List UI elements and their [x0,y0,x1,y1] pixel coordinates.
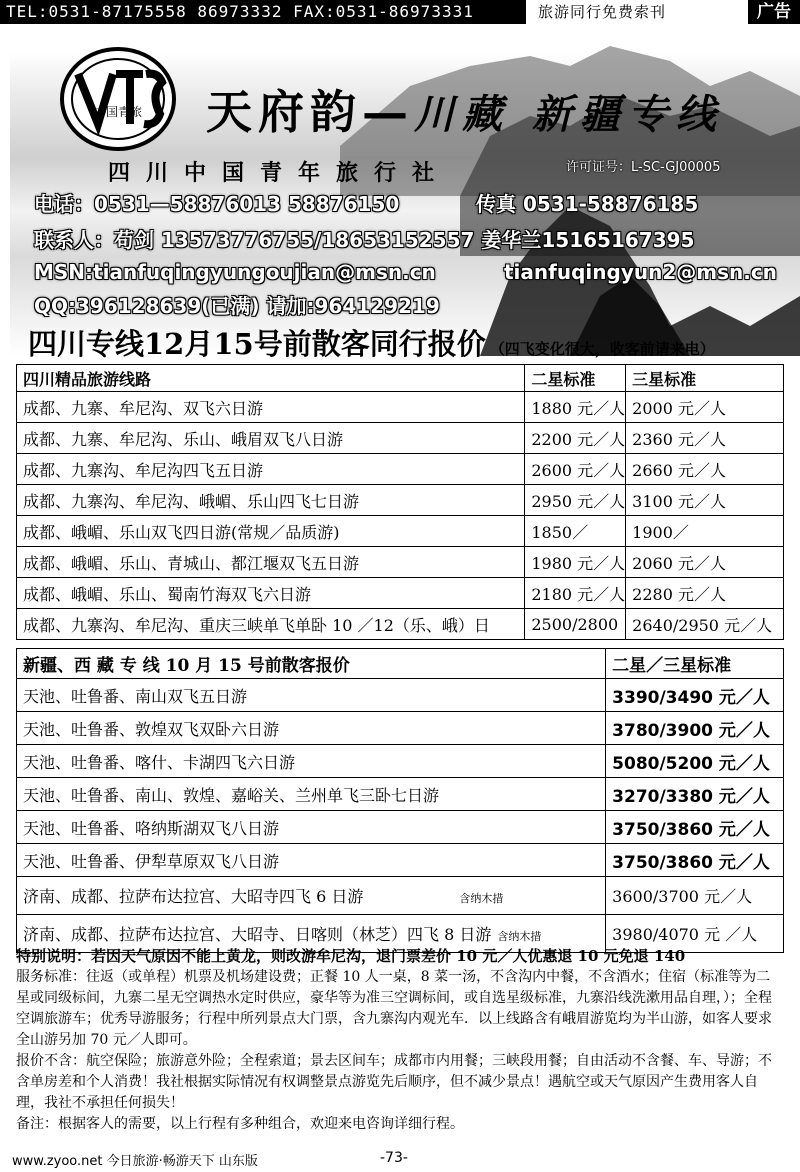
price-cell: 2950 元／人 [525,485,626,516]
price-cell: 2360 元／人 [626,423,784,454]
price-cell: 2500/2800 [525,609,626,640]
brand-title [206,76,724,142]
msn-line-2: tianfuqingyun2@msn.cn [504,260,777,284]
route-cell: 成都、九寨、牟尼沟、乐山、峨眉双飞八日游 [17,423,525,454]
price-cell: 3780/3900 元／人 [606,712,784,745]
route-text: 天池、吐鲁番、南山、敦煌、嘉峪关、兰州单飞三卧七日游 [23,785,440,805]
price-cell: 3600/3700 元／人 [606,877,784,915]
price-cell: 3980/4070 元 ／人 [606,915,784,953]
price-cell: 1880 元／人 [525,392,626,423]
ccyts-logo [58,44,178,154]
msn-line-1: MSN:tianfuqingyungoujian@msn.cn [34,260,436,284]
price-cell: 3750/3860 元／人 [606,811,784,844]
contact-line: 联系人：苟剑 13573776755/18653152557 姜华兰15165167395 [34,228,695,252]
ad-badge: 广告 [748,0,800,24]
price-cell: 1980 元／人 [525,547,626,578]
price-cell: 2000 元／人 [626,392,784,423]
route-cell: 成都、九寨沟、牟尼沟四飞五日游 [17,454,525,485]
page-number: -73- [380,1150,408,1166]
route-cell [17,712,606,745]
footer-site: www.zyoo.net 今日旅游·畅游天下 山东版 [12,1154,258,1169]
phone-line: 电话：0531—58876013 58876150 [34,192,400,216]
banner-note: （四飞变化很大，收客前请来电） [489,340,715,358]
table-row [17,778,784,811]
price-cell: 3750/3860 元／人 [606,844,784,877]
table-row [17,485,784,516]
price-cell: 2660 元／人 [626,454,784,485]
route-cell: 成都、九寨、牟尼沟、双飞六日游 [17,392,525,423]
route-cell: 成都、峨嵋、乐山双飞四日游(常规／品质游) [17,516,525,547]
hero-banner [10,26,800,356]
banner-title: 四川专线12月15号前散客同行报价 [28,327,486,361]
table-header-row [17,365,784,392]
route-text: 天池、吐鲁番、伊犁草原双飞八日游 [23,851,280,871]
license-number: 许可证号：L-SC-GJ00005 [566,160,721,175]
route-cell: 成都、九寨沟、牟尼沟、重庆三峡单飞单卧 10 ／12（乐、峨）日 [17,609,525,640]
agency-name: 四川中国青年旅行社 [108,161,451,186]
special-note: 特别说明：若因天气原因不能上黄龙，则改游牟尼沟，退门票差价 10 元／人优惠退 10 元免退 140 [16,947,686,965]
top-bar [0,0,800,26]
route-note: 含纳木措 [497,930,542,943]
route-text: 天池、吐鲁番、喀什、卡湖四飞六日游 [23,752,296,772]
sichuan-price-table [16,364,784,640]
table-row [17,679,784,712]
price-cell: 2200 元／人 [525,423,626,454]
price-cell: 1850／ [525,516,626,547]
route-text: 天池、吐鲁番、南山双飞五日游 [23,686,248,706]
notes-section [16,946,784,1135]
header-two-star: 二星标准 [525,365,626,392]
route-text: 济南、成都、拉萨布达拉宫、大昭寺、日喀则（林芝）四飞 8 日游 [23,925,492,944]
qq-line: QQ:396128639(已满) 请加:964129219 [34,294,440,318]
table-row [17,423,784,454]
brand-name: 天府韵 [206,85,362,139]
price-cell: 2280 元／人 [626,578,784,609]
route-cell [17,811,606,844]
top-contact: TEL:0531-87175558 86973332 FAX:0531-86973331 [0,0,526,24]
table-row [17,609,784,640]
table-row [17,392,784,423]
table-row [17,745,784,778]
route-cell [17,745,606,778]
table-header-row [17,649,784,679]
table-row [17,877,784,915]
price-cell: 5080/5200 元／人 [606,745,784,778]
brand-subtitle: 川藏 新疆专线 [414,91,724,138]
route-cell [17,679,606,712]
price-cell: 2060 元／人 [626,547,784,578]
table-row [17,516,784,547]
table-row [17,844,784,877]
xinjiang-tibet-price-table [16,648,784,953]
price-cell: 2180 元／人 [525,578,626,609]
header-route: 四川精品旅游线路 [17,365,525,392]
logo-text: 中国青旅 [93,105,143,119]
top-index-label: 旅游同行免费索刊 [538,3,667,21]
price-exclusions: 报价不含：航空保险；旅游意外险；全程索道；景去区间车；成都市内用餐；三峡段用餐；自由活动不含餐、车、导游；不含单房差和个人消费！我社根据实际情况有权调整景点游览先后顺序，但不减少景点！遇航空或天气原因产生费用客人自理，我社不承担任何损失！ [16,1053,772,1111]
table-row [17,547,784,578]
table-row [17,811,784,844]
price-cell: 3100 元／人 [626,485,784,516]
route-cell: 成都、峨嵋、乐山、青城山、都江堰双飞五日游 [17,547,525,578]
fax-line: 传真 0531-58876185 [476,192,699,216]
route-text: 天池、吐鲁番、咯纳斯湖双飞八日游 [23,818,280,838]
table-row [17,578,784,609]
price-cell: 2640/2950 元／人 [626,609,784,640]
table-row [17,712,784,745]
table-row [17,454,784,485]
header-route: 新疆、西 藏 专 线 10 月 15 号前散客报价 [17,649,606,679]
price-banner [28,322,715,363]
brand-dash: — [362,85,414,139]
route-note: 含纳木措 [459,892,504,905]
price-cell: 3390/3490 元／人 [606,679,784,712]
route-cell [17,877,606,915]
service-standard: 服务标准：往返（或单程）机票及机场建设费；正餐 10 人一桌，8 菜一汤，不含沟内中餐，不含酒水；住宿（标准等为二星或同级标间，九寨二星无空调热水定时供应，豪华等为准三空调标间，或自选星级标准，九寨沿线洗漱用品自理，）；全程空调旅游车；优秀导游服务；行程中所列景点大门票，含九寨沟内观光车．以上线路含有峨眉游览均为半山游，如客人要求全山游另加 70 元／人即可。 [16,969,772,1048]
route-cell: 成都、峨嵋、乐山、蜀南竹海双飞六日游 [17,578,525,609]
price-cell: 2600 元／人 [525,454,626,485]
header-star: 二星／三星标准 [606,649,784,679]
route-cell: 成都、九寨沟、牟尼沟、峨嵋、乐山四飞七日游 [17,485,525,516]
price-cell: 1900／ [626,516,784,547]
header-three-star: 三星标准 [626,365,784,392]
price-cell: 3270/3380 元／人 [606,778,784,811]
route-cell [17,778,606,811]
route-text: 天池、吐鲁番、敦煌双飞双卧六日游 [23,719,280,739]
route-cell [17,844,606,877]
route-text: 济南、成都、拉萨布达拉宫、大昭寺四飞 6 日游 [23,887,364,906]
remark: 备注：根据客人的需要，以上行程有多种组合，欢迎来电咨询详细行程。 [16,1116,464,1132]
